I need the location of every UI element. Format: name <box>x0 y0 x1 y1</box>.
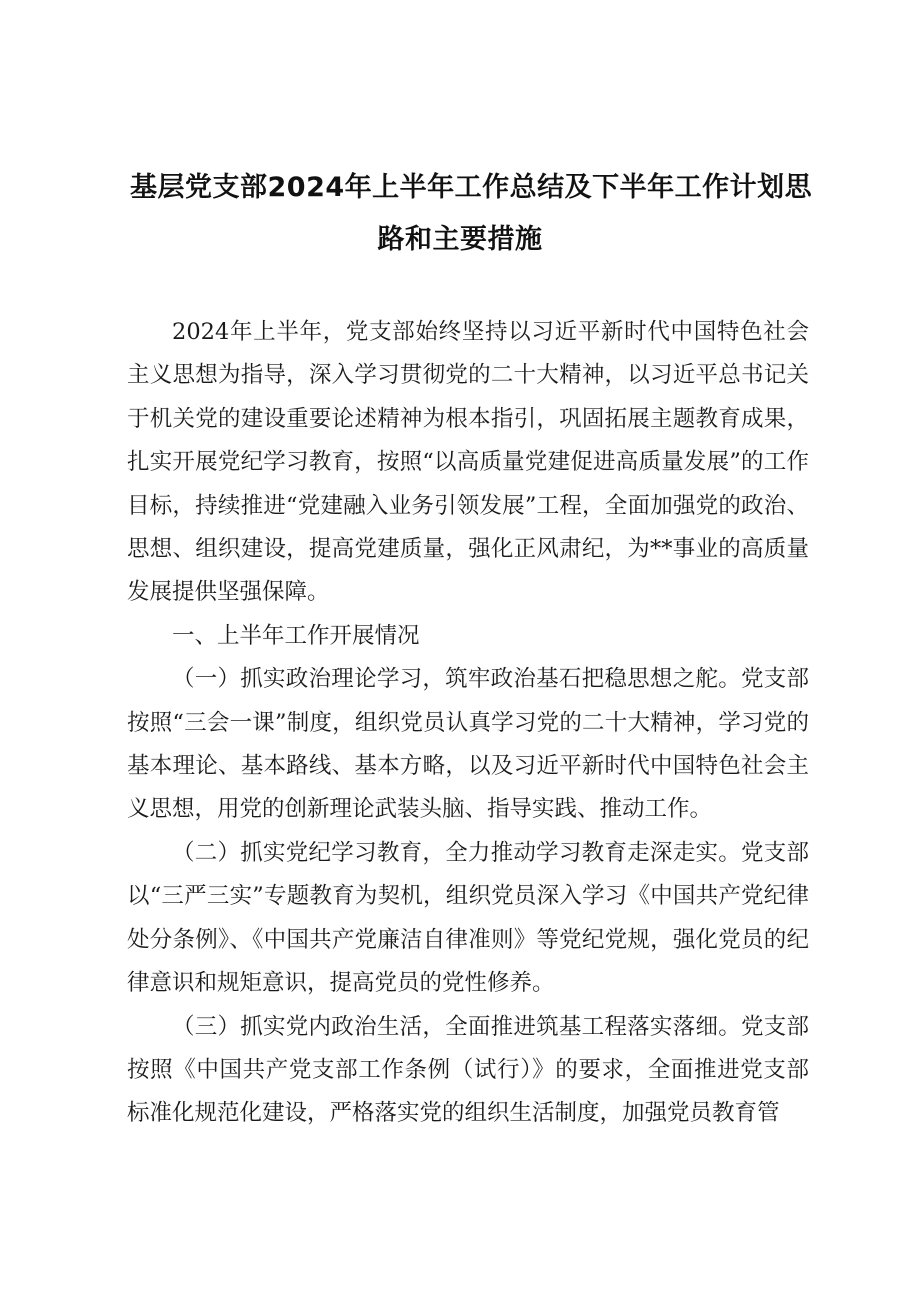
section-1-item-3: （三）抓实党内政治生活，全面推进筑基工程落实落细。党支部按照《中国共产党支部工作条例（试行）》的要求，全面推进党支部标准化规范化建设，严格落实党的组织生活制度，加强党员教育管 <box>127 1013 809 1127</box>
document-title-line-2: 路和主要措施 <box>377 224 543 255</box>
section-heading-1: 一、上半年工作开展情况 <box>172 622 420 649</box>
section-1-item-2: （二）抓实党纪学习教育，全力推动学习教育走深走实。党支部以“三严三实”专题教育为契机，组织党员深入学习《中国共产党纪律处分条例》、《中国共产党廉洁自律准则》等党纪党规，强化党员的纪律意识和规矩意识，提高党员的党性修养。 <box>127 839 809 997</box>
document-title-line-1: 基层党支部2024年上半年工作总结及下半年工作计划思 <box>130 172 813 203</box>
intro-paragraph: 2024年上半年，党支部始终坚持以习近平新时代中国特色社会主义思想为指导，深入学习贯彻党的二十大精神，以习近平总书记关于机关党的建设重要论述精神为根本指引，巩固拓展主题教育成果，扎实开展党纪学习教育，按照“以高质量党建促进高质量发展”的工作目标，持续推进“党建融入业务引领发展”工程，全面加强党的政治、思想、组织建设，提高党建质量，强化正风肃纪，为**事业的高质量发展提供坚强保障。 <box>127 319 809 606</box>
document-body <box>127 311 809 1136</box>
section-1-item-1: （一）抓实政治理论学习，筑牢政治基石把稳思想之舵。党支部按照“三会一课”制度，组织党员认真学习党的二十大精神，学习党的基本理论、基本路线、基本方略，以及习近平新时代中国特色社会主义思想，用党的创新理论武装头脑、指导实践、推动工作。 <box>127 666 809 823</box>
